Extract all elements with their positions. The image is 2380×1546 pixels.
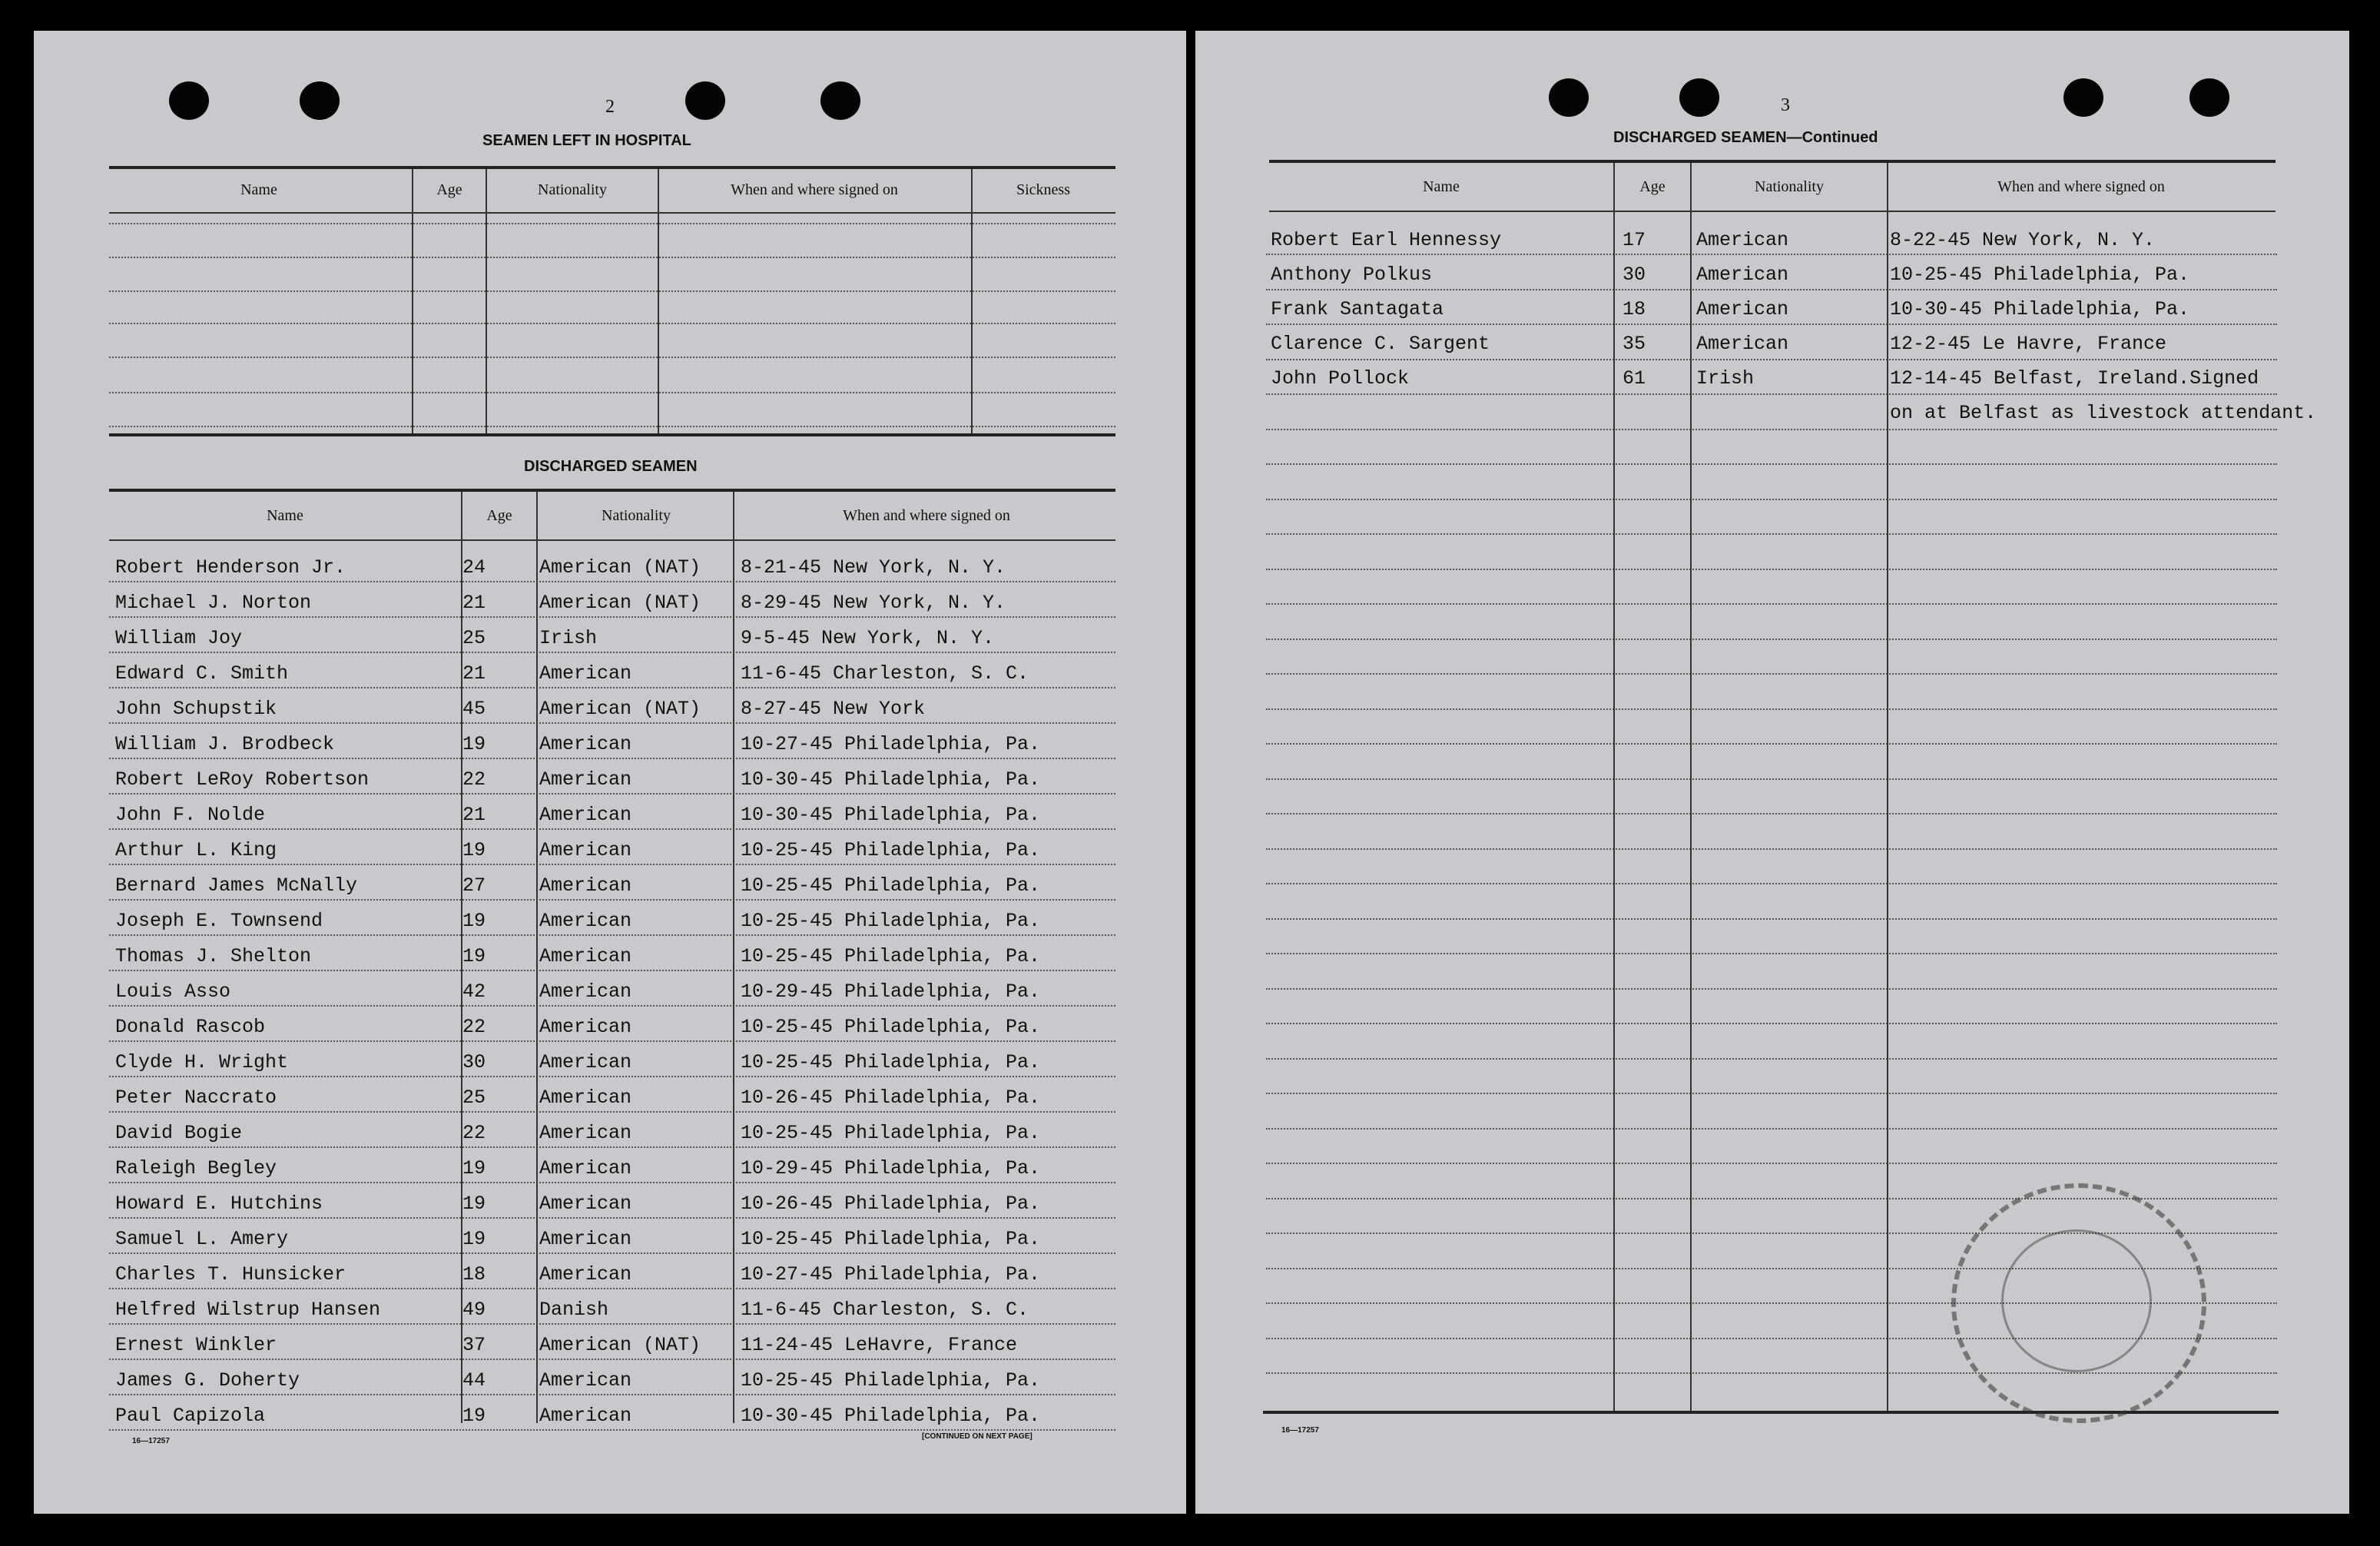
discharged-row-rule [109,793,1115,795]
right-column-divider [1887,163,1888,1411]
hospital-header-rule [109,212,1115,214]
discharged-cell: American [539,1405,632,1427]
discharged-row-rule [109,899,1115,901]
discharged-cell: 19 [462,733,486,755]
right-cell: Anthony Polkus [1271,264,1433,286]
discharged-cell: American [539,1193,632,1215]
right-cell: 18 [1623,298,1646,320]
hospital-column-divider [658,169,659,433]
hospital-table-top-rule [109,166,1115,169]
right-cell: 61 [1623,367,1646,390]
discharged-cell: American [539,1228,632,1250]
right-cell: American [1696,298,1789,320]
discharged-cell: 8-27-45 New York [741,698,926,720]
discharged-cell: Edward C. Smith [115,662,289,685]
discharged-row-rule [109,1252,1115,1254]
form-code-left: 16—17257 [132,1437,170,1445]
discharged-column-divider [733,492,734,1423]
discharged-cell: American [539,1122,632,1144]
right-header-rule [1269,211,2276,212]
discharged-cell: 10-26-45 Philadelphia, Pa. [741,1087,1041,1109]
discharged-cell: 19 [462,839,486,861]
hospital-row-rule [109,323,1115,324]
discharged-cell: 18 [462,1263,486,1286]
right-cell: 17 [1623,229,1646,251]
discharged-cell: Ernest Winkler [115,1334,277,1356]
hospital-header-cell: Nationality [538,181,607,198]
discharged-cell: 8-29-45 New York, N. Y. [741,592,1006,614]
discharged-cell: 25 [462,627,486,649]
discharged-cell: 10-27-45 Philadelphia, Pa. [741,733,1041,755]
right-row-rule [1266,429,2277,430]
discharged-column-divider [536,492,538,1423]
right-row-rule [1266,499,2277,500]
discharged-cell: American [539,945,632,967]
page-number-left: 2 [605,97,615,117]
discharged-row-rule [109,1323,1115,1325]
discharged-row-rule [109,1005,1115,1007]
punch-hole [2063,78,2103,117]
discharged-row-rule [109,652,1115,653]
discharged-cell: 42 [462,980,486,1003]
hospital-row-rule [109,426,1115,427]
right-cell: 12-14-45 Belfast, Ireland.Signed [1890,367,2259,390]
continued-section-title: DISCHARGED SEAMEN—Continued [1613,129,1878,146]
discharged-cell: Clyde H. Wright [115,1051,289,1073]
discharged-row-rule [109,722,1115,724]
discharged-cell: American [539,910,632,932]
discharged-cell: Donald Rascob [115,1016,266,1038]
discharged-cell: 22 [462,768,486,791]
discharged-header-cell: Age [486,507,512,524]
discharged-cell: Raleigh Begley [115,1157,277,1179]
discharged-header-cell: Nationality [602,507,671,524]
right-row-rule [1266,848,2277,850]
discharged-row-rule [109,1288,1115,1289]
right-row-rule [1266,393,2277,395]
official-stamp-center [2001,1229,2152,1372]
discharged-cell: Helfred Wilstrup Hansen [115,1299,381,1321]
right-cell: Irish [1696,367,1755,390]
discharged-row-rule [109,1394,1115,1395]
right-cell: 8-22-45 New York, N. Y. [1890,229,2156,251]
discharged-cell: William J. Brodbeck [115,733,335,755]
right-cell: Frank Santagata [1271,298,1444,320]
discharged-cell: Samuel L. Amery [115,1228,289,1250]
discharged-cell: 19 [462,1405,486,1427]
right-row-rule [1266,533,2277,535]
discharged-cell: John F. Nolde [115,804,266,826]
discharged-cell: 11-24-45 LeHavre, France [741,1334,1018,1356]
right-cell: American [1696,333,1789,355]
discharged-cell: 19 [462,910,486,932]
discharged-cell: American [539,1157,632,1179]
right-row-rule [1266,1093,2277,1094]
discharged-cell: American [539,874,632,897]
discharged-cell: Bernard James McNally [115,874,358,897]
discharged-cell: 10-30-45 Philadelphia, Pa. [741,768,1041,791]
discharged-row-rule [109,1217,1115,1219]
discharged-cell: 21 [462,662,486,685]
discharged-cell: David Bogie [115,1122,243,1144]
discharged-cell: Irish [539,627,598,649]
discharged-row-rule [109,864,1115,865]
hospital-column-divider [412,169,413,433]
discharged-cell: American [539,1016,632,1038]
discharged-cell: 10-25-45 Philadelphia, Pa. [741,1016,1041,1038]
hospital-header-cell: Age [436,181,462,198]
discharged-cell: American (NAT) [539,698,701,720]
right-column-divider [1690,163,1692,1411]
right-row-rule [1266,988,2277,990]
discharged-cell: Robert Henderson Jr. [115,556,346,579]
discharged-cell: 11-6-45 Charleston, S. C. [741,1299,1029,1321]
right-row-rule [1266,463,2277,465]
punch-hole [1679,78,1719,117]
right-header-cell: Nationality [1755,178,1824,195]
punch-hole [300,81,340,120]
right-note-line: on at Belfast as livestock attendant. [1890,402,2317,424]
discharged-cell: 27 [462,874,486,897]
discharged-cell: 10-25-45 Philadelphia, Pa. [741,945,1041,967]
hospital-row-rule [109,290,1115,292]
discharged-row-rule [109,934,1115,936]
discharged-header-cell: Name [267,507,303,524]
right-row-rule [1266,569,2277,570]
right-cell: John Pollock [1271,367,1410,390]
discharged-cell: 10-25-45 Philadelphia, Pa. [741,839,1041,861]
discharged-cell: American [539,1051,632,1073]
hospital-table-bottom-rule [109,433,1115,436]
discharged-row-rule [109,1076,1115,1077]
discharged-cell: 10-27-45 Philadelphia, Pa. [741,1263,1041,1286]
right-cell: 35 [1623,333,1646,355]
hospital-column-divider [486,169,487,433]
right-row-rule [1266,1163,2277,1164]
discharged-cell: William Joy [115,627,243,649]
discharged-cell: 10-26-45 Philadelphia, Pa. [741,1193,1041,1215]
discharged-cell: John Schupstik [115,698,277,720]
hospital-header-cell: Sickness [1016,181,1070,198]
discharged-cell: 10-30-45 Philadelphia, Pa. [741,804,1041,826]
discharged-cell: Peter Naccrato [115,1087,277,1109]
hospital-row-rule [109,257,1115,258]
discharged-cell: 22 [462,1016,486,1038]
right-row-rule [1266,639,2277,640]
discharged-cell: 25 [462,1087,486,1109]
discharged-row-rule [109,1359,1115,1360]
discharged-cell: 21 [462,804,486,826]
hospital-row-rule [109,392,1115,393]
discharged-cell: American [539,980,632,1003]
hospital-section-title: SEAMEN LEFT IN HOSPITAL [482,132,691,149]
discharged-cell: American [539,768,632,791]
discharged-column-divider [461,492,462,1423]
discharged-cell: 10-25-45 Philadelphia, Pa. [741,910,1041,932]
discharged-cell: American [539,804,632,826]
hospital-row-rule [109,357,1115,358]
continued-note: [CONTINUED ON NEXT PAGE] [922,1432,1033,1441]
right-row-rule [1266,918,2277,920]
right-cell: 30 [1623,264,1646,286]
discharged-cell: 24 [462,556,486,579]
discharged-cell: Michael J. Norton [115,592,312,614]
discharged-cell: 10-29-45 Philadelphia, Pa. [741,1157,1041,1179]
discharged-row-rule [109,616,1115,618]
right-row-rule [1266,1128,2277,1130]
right-row-rule [1266,359,2277,360]
right-row-rule [1266,1023,2277,1024]
discharged-row-rule [109,970,1115,971]
discharged-section-title: DISCHARGED SEAMEN [524,458,698,475]
right-cell: Robert Earl Hennessy [1271,229,1502,251]
discharged-row-rule [109,1182,1115,1183]
discharged-cell: American [539,733,632,755]
discharged-cell: 21 [462,592,486,614]
hospital-row-rule [109,223,1115,224]
right-header-cell: Age [1639,178,1666,195]
right-row-rule [1266,289,2277,290]
discharged-cell: 19 [462,945,486,967]
discharged-cell: 45 [462,698,486,720]
discharged-cell: Louis Asso [115,980,231,1003]
right-column-divider [1613,163,1615,1411]
discharged-cell: Howard E. Hutchins [115,1193,323,1215]
right-table-top-rule [1269,160,2276,163]
page-number-right: 3 [1781,95,1790,115]
right-cell: American [1696,264,1789,286]
discharged-row-rule [109,1040,1115,1042]
discharged-row-rule [109,687,1115,688]
discharged-cell: 10-30-45 Philadelphia, Pa. [741,1405,1041,1427]
discharged-cell: American [539,662,632,685]
discharged-cell: 19 [462,1228,486,1250]
right-row-rule [1266,254,2277,255]
discharged-cell: Joseph E. Townsend [115,910,323,932]
hospital-header-cell: When and where signed on [731,181,898,198]
right-row-rule [1266,883,2277,884]
right-row-rule [1266,323,2277,325]
discharged-row-rule [109,758,1115,759]
discharged-cell: American [539,839,632,861]
punch-hole [685,81,725,120]
discharged-cell: 37 [462,1334,486,1356]
discharged-row-rule [109,1111,1115,1113]
right-row-rule [1266,673,2277,675]
discharged-cell: 11-6-45 Charleston, S. C. [741,662,1029,685]
discharged-cell: 10-25-45 Philadelphia, Pa. [741,1051,1041,1073]
hospital-column-divider [971,169,973,433]
discharged-cell: 49 [462,1299,486,1321]
discharged-cell: 10-29-45 Philadelphia, Pa. [741,980,1041,1003]
discharged-row-rule [109,828,1115,830]
punch-hole [169,81,209,120]
discharged-cell: Thomas J. Shelton [115,945,312,967]
right-header-cell: Name [1423,178,1460,195]
discharged-cell: 22 [462,1122,486,1144]
discharged-cell: American (NAT) [539,556,701,579]
discharged-cell: 10-25-45 Philadelphia, Pa. [741,874,1041,897]
discharged-cell: Paul Capizola [115,1405,266,1427]
right-row-rule [1266,953,2277,954]
discharged-row-rule [109,1146,1115,1148]
discharged-cell: American [539,1087,632,1109]
right-cell: Clarence C. Sargent [1271,333,1490,355]
discharged-cell: 19 [462,1193,486,1215]
discharged-cell: 10-25-45 Philadelphia, Pa. [741,1369,1041,1392]
discharged-cell: 10-25-45 Philadelphia, Pa. [741,1228,1041,1250]
right-row-rule [1266,1058,2277,1060]
discharged-cell: 8-21-45 New York, N. Y. [741,556,1006,579]
hospital-header-cell: Name [240,181,277,198]
discharged-cell: American (NAT) [539,1334,701,1356]
discharged-cell: James G. Doherty [115,1369,300,1392]
discharged-cell: Danish [539,1299,609,1321]
discharged-cell: American [539,1369,632,1392]
punch-hole [2189,78,2229,117]
right-cell: 12-2-45 Le Havre, France [1890,333,2167,355]
right-row-rule [1266,778,2277,780]
right-row-rule [1266,743,2277,745]
right-header-cell: When and where signed on [1997,178,2165,195]
discharged-cell: 44 [462,1369,486,1392]
punch-hole [820,81,860,120]
discharged-cell: Charles T. Hunsicker [115,1263,346,1286]
discharged-cell: American [539,1263,632,1286]
discharged-header-cell: When and where signed on [843,507,1010,524]
right-cell: 10-30-45 Philadelphia, Pa. [1890,298,2190,320]
discharged-row-rule [109,1429,1115,1431]
form-code-right: 16—17257 [1281,1426,1319,1435]
discharged-cell: 30 [462,1051,486,1073]
discharged-cell: 9-5-45 New York, N. Y. [741,627,995,649]
discharged-cell: 19 [462,1157,486,1179]
right-row-rule [1266,708,2277,710]
discharged-cell: Robert LeRoy Robertson [115,768,370,791]
right-cell: American [1696,229,1789,251]
discharged-cell: American (NAT) [539,592,701,614]
discharged-cell: Arthur L. King [115,839,277,861]
discharged-row-rule [109,581,1115,582]
discharged-cell: 10-25-45 Philadelphia, Pa. [741,1122,1041,1144]
right-row-rule [1266,603,2277,605]
right-cell: 10-25-45 Philadelphia, Pa. [1890,264,2190,286]
punch-hole [1549,78,1589,117]
right-row-rule [1266,813,2277,814]
discharged-table-top-rule [109,489,1115,492]
discharged-header-rule [109,539,1115,541]
